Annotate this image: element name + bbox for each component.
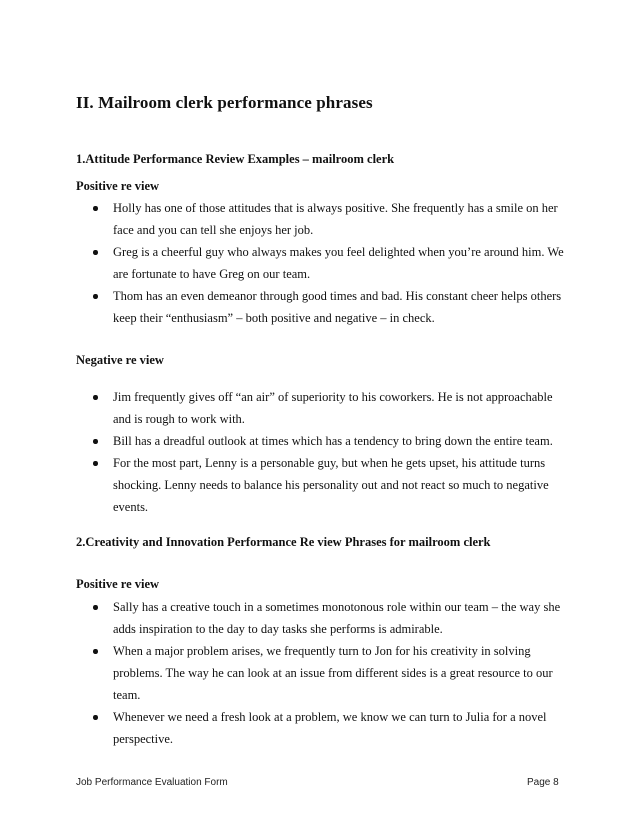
section-1-positive-label: Positive re view <box>76 179 160 193</box>
page-title: II. Mailroom clerk performance phrases <box>76 93 373 112</box>
bullet-icon <box>93 395 98 400</box>
list-item <box>76 386 568 430</box>
list-item-text: Thom has an even demeanor through good times and bad. His constant cheer helps others keep their “enthusiasm” – both positive and negative – in check. <box>113 289 562 325</box>
bullet-icon <box>93 605 98 610</box>
list-item <box>76 706 568 750</box>
list-item-text: Whenever we need a fresh look at a problem, we know we can turn to Julia for a novel perspective. <box>113 710 547 746</box>
list-item <box>76 285 568 329</box>
list-item-text: Bill has a dreadful outlook at times which has a tendency to bring down the entire team. <box>113 434 553 448</box>
section-1-heading: 1.Attitude Performance Review Examples – mailroom clerk <box>76 152 395 166</box>
section-2-positive-list <box>76 596 568 750</box>
section-2-heading: 2.Creativity and Innovation Performance Re view Phrases for mailroom clerk <box>76 535 491 549</box>
list-item-text: Holly has one of those attitudes that is always positive. She frequently has a smile on her face and you can tell she enjoys her job. <box>113 201 558 237</box>
list-item-text: Greg is a cheerful guy who always makes you feel delighted when you’re around him. We are fortunate to have Greg on our team. <box>113 245 564 281</box>
bullet-icon <box>93 649 98 654</box>
list-item <box>76 640 568 706</box>
list-item <box>76 452 568 518</box>
list-item-text: When a major problem arises, we frequently turn to Jon for his creativity in solving problems. The way he can look at an issue from different sides is a great resource to our team. <box>113 644 553 702</box>
bullet-icon <box>93 206 98 211</box>
bullet-icon <box>93 461 98 466</box>
bullet-icon <box>93 715 98 720</box>
bullet-icon <box>93 294 98 299</box>
section-1-negative-label: Negative re view <box>76 353 164 367</box>
list-item <box>76 430 568 452</box>
section-2-positive-label: Positive re view <box>76 577 160 591</box>
bullet-icon <box>93 250 98 255</box>
section-1-positive-list <box>76 197 568 329</box>
list-item <box>76 596 568 640</box>
list-item-text: For the most part, Lenny is a personable guy, but when he gets upset, his attitude turns shocking. Lenny needs to balance his personality out and not react so much to negative events. <box>113 456 549 514</box>
list-item-text: Sally has a creative touch in a sometimes monotonous role within our team – the way she adds inspiration to the day to day tasks she performs is admirable. <box>113 600 561 636</box>
section-1-negative-list <box>76 386 568 518</box>
list-item <box>76 241 568 285</box>
bullet-icon <box>93 439 98 444</box>
list-item-text: Jim frequently gives off “an air” of superiority to his coworkers. He is not approachable and is rough to work with. <box>113 390 553 426</box>
footer-form-name: Job Performance Evaluation Form <box>76 777 228 788</box>
footer-page-number: Page 8 <box>527 777 559 788</box>
list-item <box>76 197 568 241</box>
